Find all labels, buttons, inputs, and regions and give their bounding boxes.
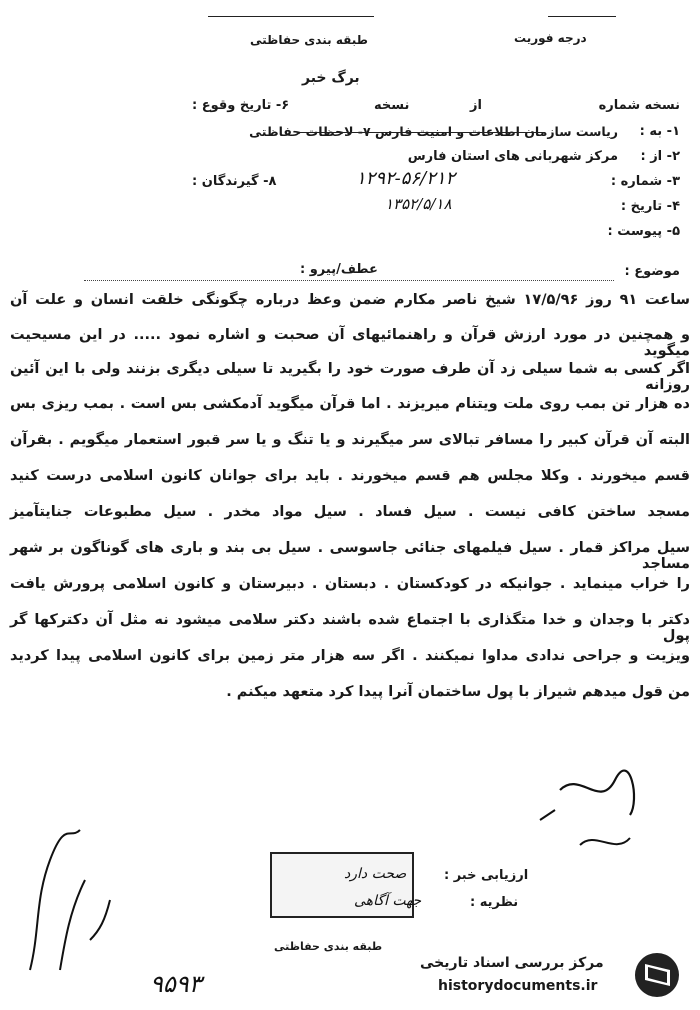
body-line: و همچنین در مورد ارزش قرآن و راهنمائیهای آن صحبت و اشاره نمود ..... در این مسیحیت میگوید [10, 327, 690, 359]
source-assessment-value: صحت دارد [344, 866, 407, 882]
copy-number-label: نسخه شماره [598, 98, 680, 113]
source-assessment-label: ارزیابی خبر : [444, 868, 529, 883]
body-line: ساعت ۹۱ روز ۱۷/۵/۹۶ شیخ ناصر مکارم ضمن وعظ درباره چگونگی خلقت انسان و علت آن [10, 292, 690, 308]
reference-label: عطف/پیرو : [300, 262, 378, 277]
body-line: قسم میخورند . وکلا مجلس هم قسم میخورند . باید برای جوانان کانون اسلامی درست کنید [10, 468, 690, 484]
to-label: ۱- به : [639, 124, 680, 139]
from-label: از [470, 98, 482, 113]
classification-footer: طبقه بندی حفاظتی [274, 940, 383, 953]
body-line: من قول میدهم شیراز با پول ساختمان آنرا پیدا کرد متعهد میکنم . [226, 684, 690, 700]
opinion-value: جهت آگاهی [354, 893, 422, 909]
body-line: اگر کسی به شما سیلی زد آن طرف صورت خود را بگیرید تا سیلی دیگری بزنند ولی با این آئین روزانه [10, 361, 690, 393]
number-label: ۳- شماره : [610, 174, 680, 189]
opinion-label: نظریه : [470, 895, 519, 910]
watermark-site-name: مرکز بررسی اسناد تاریخی [420, 955, 604, 971]
date-label: ۴- تاریخ : [620, 199, 680, 214]
copy-label: نسخه [374, 98, 410, 113]
signature-scribble [520, 760, 660, 870]
top-rule-left [208, 16, 374, 17]
event-date-label: ۶- تاریخ وقوع : [192, 98, 290, 113]
body-line: را خراب مینماید . جوانیکه در کودکستان . دبستان . دبیرستان و کانون اسلامی پرورش یافت [10, 576, 690, 592]
body-line: سیل مراکز قمار . سیل فیلمهای جنائی جاسوسی . سیل بی بند و باری های گوناگون بر شهر مساجد [10, 540, 690, 572]
top-rule-right [548, 16, 616, 17]
body-line: مسجد ساختن کافی نیست . سیل فساد . سیل مواد مخدر . سیل مطبوعات جنایتآمیز [10, 504, 690, 520]
watermark-url: historydocuments.ir [438, 978, 598, 994]
classification-header: طبقه بندی حفاظتی [250, 33, 368, 47]
body-line: البته آن قرآن کبیر را مسافر تبالای سر میگیرند و یا تنگ و یا سر قبور استعمار میگویم . بقرآن [10, 432, 690, 448]
to-value: ریاست سازمان اطلاعات و امنیت فارس ۷- لاحظات حفاظتی [249, 124, 618, 139]
body-line: ده هزار تن بمب روی ملت ویتنام میریزند . اما قرآن میگوید آدمکشی بس است . بمب ریزی بس [10, 396, 690, 412]
subject-rule [84, 280, 614, 281]
body-line: دکتر با وجدان و خدا متگذاری با اجتماع شده باشند دکتر سلامی میشود نه مثل آن دکترکها گر پول [10, 612, 690, 644]
subject-label: موضوع : [624, 264, 680, 279]
from2-label: ۲- از : [640, 149, 680, 164]
document-title: برگ خبر [302, 70, 360, 86]
attachment-label: ۵- پیوست : [607, 224, 680, 239]
recipients-label: ۸- گیرندگان : [192, 174, 277, 189]
margin-handwriting [10, 820, 120, 990]
number-value: ۱۲۹۲-۵۶/۲۱۲ [356, 168, 456, 189]
priority-label: درجه فوریت [514, 31, 587, 45]
watermark-logo-icon [630, 950, 685, 1000]
date-value: ۱۳۵۲/۵/۱۸ [385, 195, 452, 213]
strike-line [300, 132, 545, 133]
from2-value: مرکز شهربانی های استان فارس [407, 149, 618, 164]
body-line: ویزیت و جراحی ندادی مداوا نمیکنند . اگر سه هزار متر زمین برای کانون اسلامی پیدا کردید [10, 648, 690, 664]
document-number: ۹۵۹۳ [150, 970, 202, 998]
